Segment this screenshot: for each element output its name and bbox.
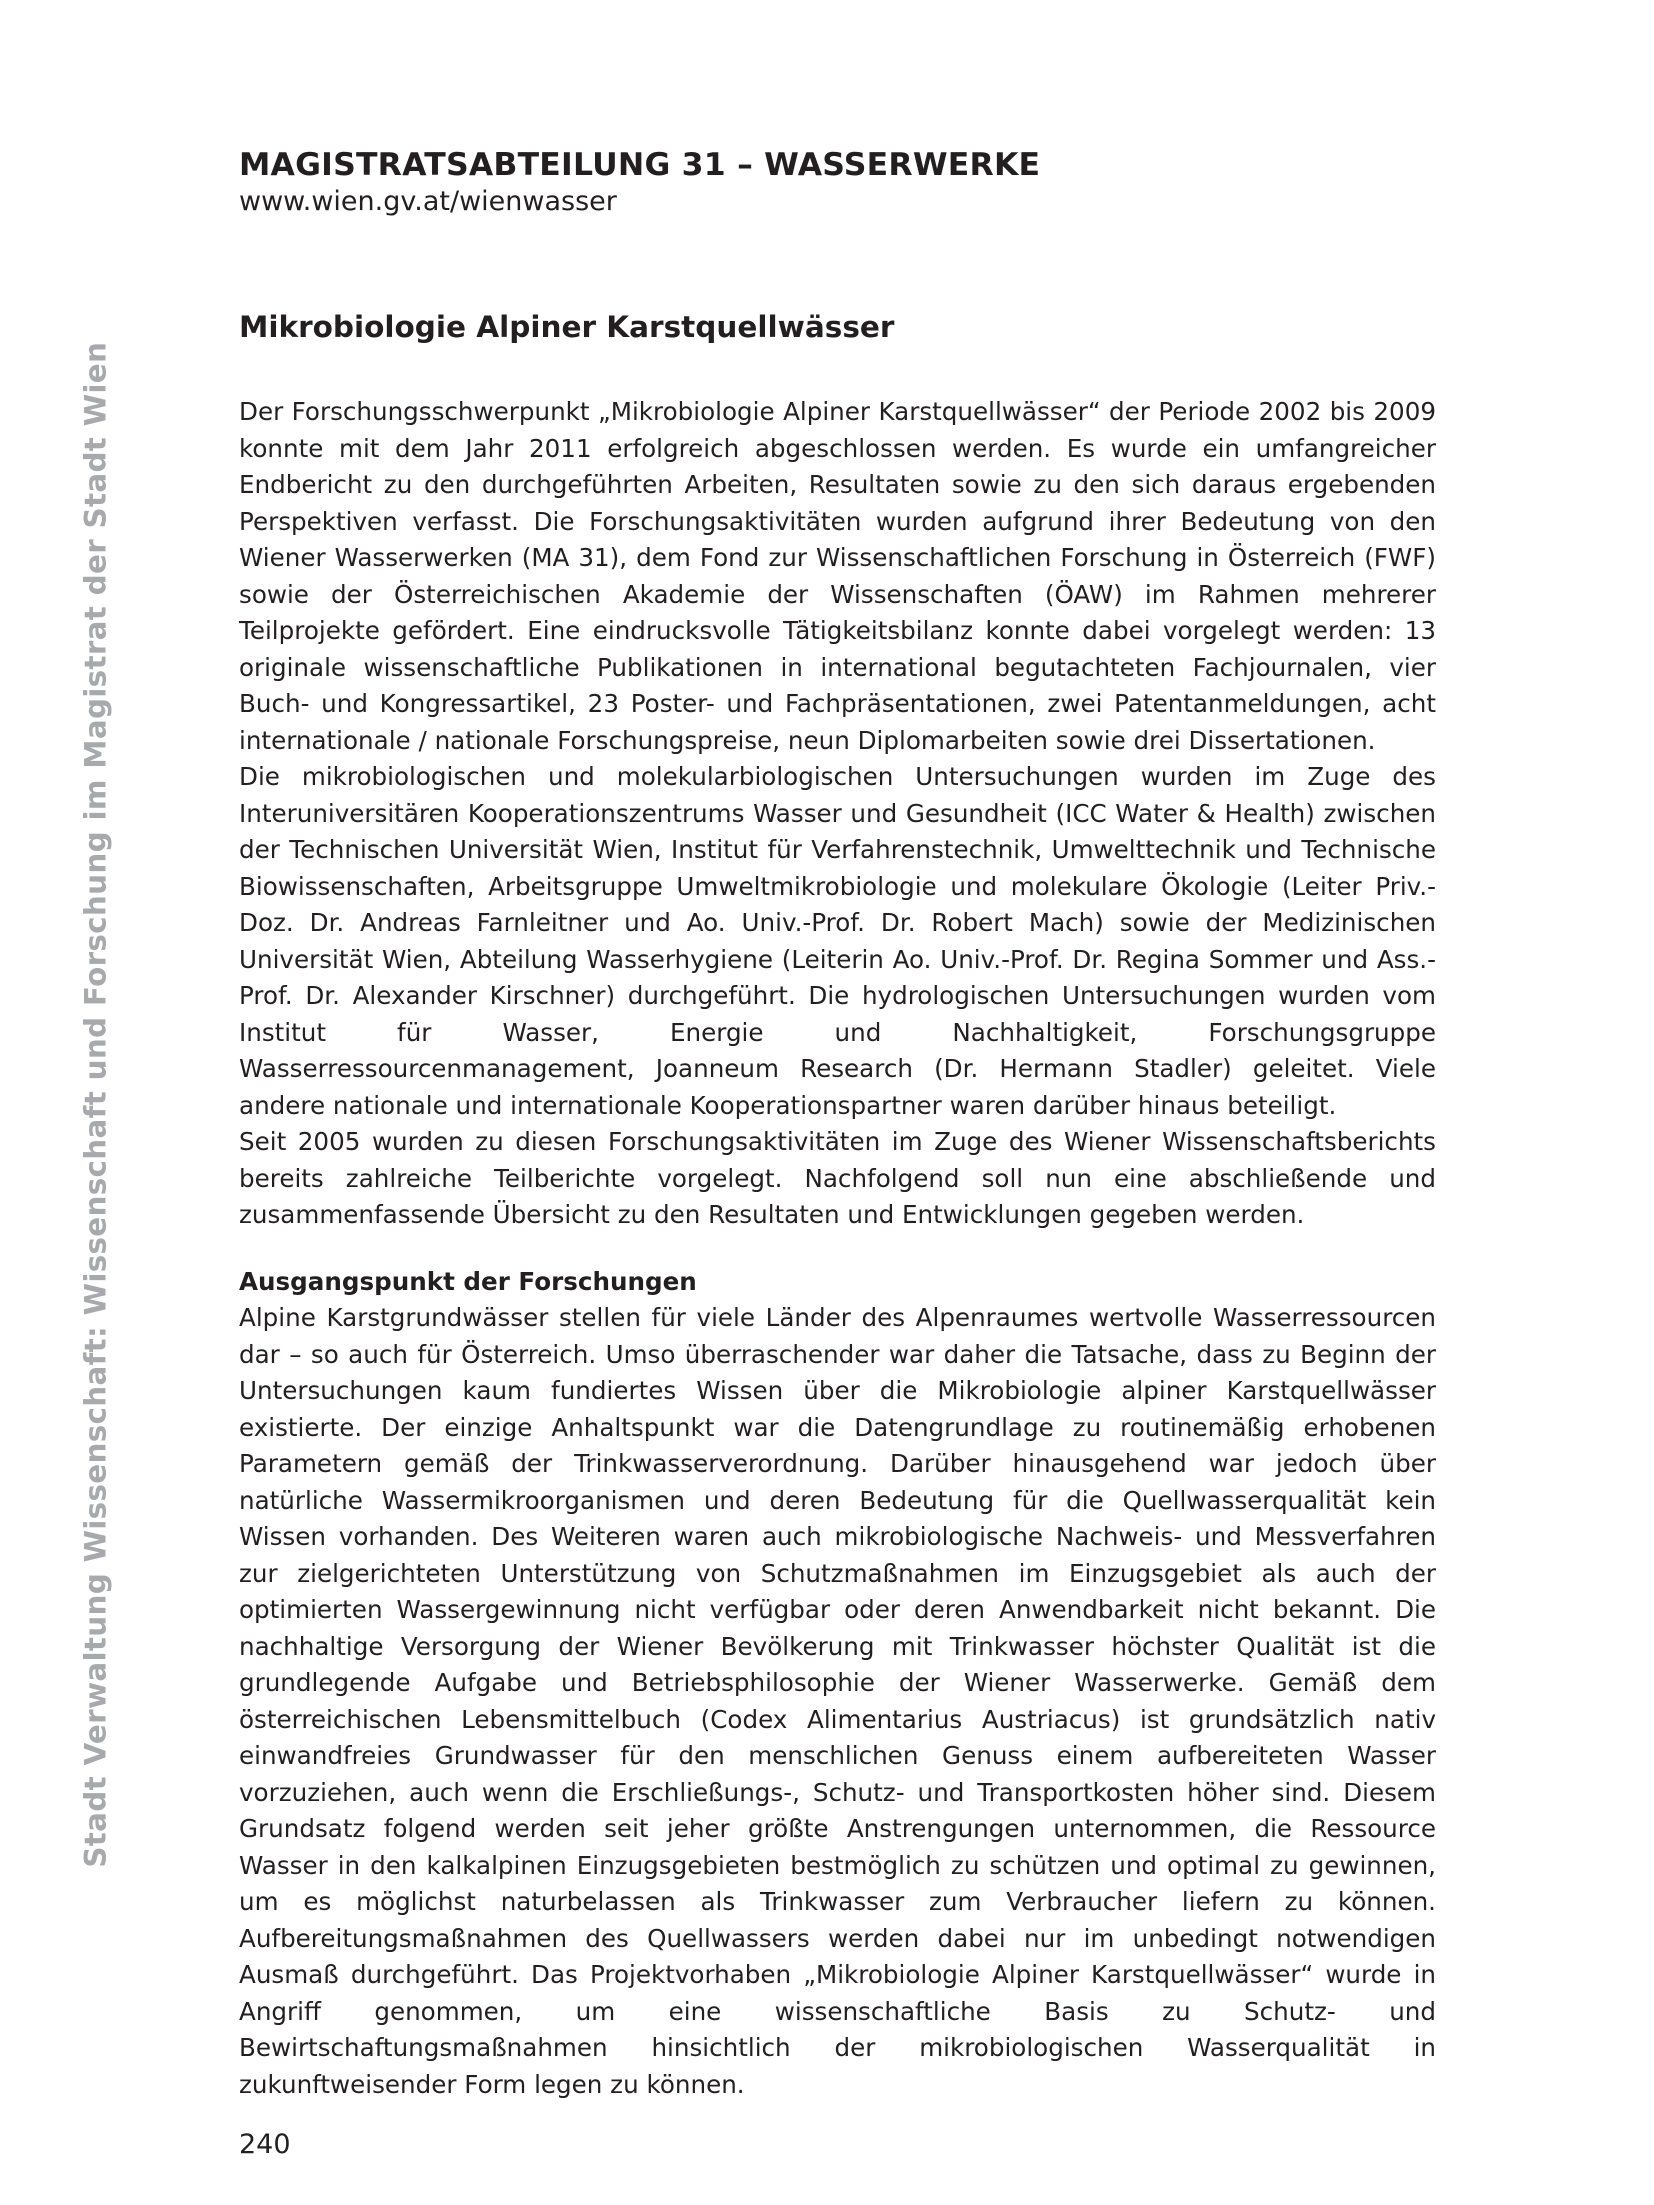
vertical-running-title: Stadt Verwaltung Wissenschaft: Wissenschaft und Forschung im Magistrat der Stadt Wien bbox=[78, 341, 113, 1868]
page-content bbox=[239, 145, 1436, 2103]
paragraph: Die mikrobiologischen und molekularbiologischen Untersuchungen wurden im Zuge des Interuniversitären Kooperationszentrums Wasser und Gesundheit (ICC Water & Health) zwischen der Technischen Universität Wien, Institut für Verfahrenstechnik, Umwelttechnik und Technische Biowissenschaften, Arbeitsgruppe Umweltmikrobiologie und molekulare Ökologie (Leiter Priv.-Doz. Dr. Andreas Farnleitner und Ao. Univ.-Prof. Dr. Robert Mach) sowie der Medizinischen Universität Wien, Abteilung Wasserhygiene (Leiterin Ao. Univ.-Prof. Dr. Regina Sommer und Ass.-Prof. Dr. Alexander Kirschner) durchgeführt. Die hydrologischen Untersuchungen wurden vom Institut für Wasser, Energie und Nachhaltigkeit, Forschungsgruppe Wasserressourcenmanagement, Joanneum Research (Dr. Hermann Stadler) geleitet. Viele andere nationale und internationale Kooperationspartner waren darüber hinaus beteiligt. bbox=[239, 762, 1436, 1120]
section-paragraph: Alpine Karstgrundwässer stellen für viele Länder des Alpenraumes wertvolle Wasserressourcen dar – so auch für Österreich. Umso überraschender war daher die Tatsache, dass zu Beginn der Untersuchungen kaum fundiertes Wissen über die Mikrobiologie alpiner Karstquellwässer existierte. Der einzige Anhaltspunkt war die Datengrundlage zu routinemäßig erhobenen Parametern gemäß der Trinkwasserverordnung. Darüber hinausgehend war jedoch über natürliche Wassermikroorganismen und deren Bedeutung für die Quellwasserqualität kein Wissen vorhanden. Des Weiteren waren auch mikrobiologische Nachweis- und Messverfahren zur zielgerichteten Unterstützung von Schutzmaßnahmen im Einzugsgebiet als auch der optimierten Wassergewinnung nicht verfügbar oder deren Anwendbarkeit nicht bekannt. Die nachhaltige Versorgung der Wiener Bevölkerung mit Trinkwasser höchster Qualität ist die grundlegende Aufgabe und Betriebsphilosophie der Wiener Wasserwerke. Gemäß dem österreichischen Lebensmittelbuch (Codex Alimentarius Austriacus) ist grundsätzlich nativ einwandfreies Grundwasser für den menschlichen Genuss einem aufbereiteten Wasser vorzuziehen, auch wenn die Erschließungs-, Schutz- und Transportkosten höher sind. Diesem Grundsatz folgend werden seit jeher größte Anstrengungen unternommen, die Ressource Wasser in den kalkalpinen Einzugsgebieten bestmöglich zu schützen und optimal zu gewinnen, um es möglichst naturbelassen als Trinkwasser zum Verbraucher liefern zu können. Aufbereitungsmaßnahmen des Quellwassers werden dabei nur im unbedingt notwendigen Ausmaß durchgeführt. Das Projektvorhaben „Mikrobiologie Alpiner Karstquellwässer“ wurde in Angriff genommen, um eine wissenschaftliche Basis zu Schutz- und Bewirtschaftungsmaßnahmen hinsichtlich der mikrobiologischen Wasserqualität in zukunftweisender Form legen zu können. bbox=[239, 1303, 1436, 2099]
paragraph: Seit 2005 wurden zu diesen Forschungsaktivitäten im Zuge des Wiener Wissenschaftsberichts bereits zahlreiche Teilberichte vorgelegt. Nachfolgend soll nun eine abschließende und zusammenfassende Übersicht zu den Resultaten und Entwicklungen gegeben werden. bbox=[239, 1127, 1436, 1229]
article-title: Mikrobiologie Alpiner Karstquellwässer bbox=[239, 310, 895, 344]
section-text-block bbox=[239, 1300, 1436, 2103]
section-heading: Ausgangspunkt der Forschungen bbox=[239, 1266, 697, 1296]
page-number: 240 bbox=[239, 2129, 291, 2160]
department-title: MAGISTRATSABTEILUNG 31 – WASSERWERKE bbox=[239, 147, 1041, 183]
paragraph: Der Forschungsschwerpunkt „Mikrobiologie Alpiner Karstquellwässer“ der Periode 2002 bis 2009 konnte mit dem Jahr 2011 erfolgreich abgeschlossen werden. Es wurde ein umfangreicher Endbericht zu den durchgeführten Arbeiten, Resultaten sowie zu den sich daraus ergebenden Perspektiven verfasst. Die Forschungsaktivitäten wurden aufgrund ihrer Bedeutung von den Wiener Wasserwerken (MA 31), dem Fond zur Wissenschaftlichen Forschung in Österreich (FWF) sowie der Österreichischen Akademie der Wissenschaften (ÖAW) im Rahmen mehrerer Teilprojekte gefördert. Eine eindrucksvolle Tätigkeitsbilanz konnte dabei vorgelegt werden: 13 originale wissenschaftliche Publikationen in international begutachteten Fachjournalen, vier Buch- und Kongressartikel, 23 Poster- und Fachpräsentationen, zwei Patentanmeldungen, acht internationale / nationale Forschungspreise, neun Diplomarbeiten sowie drei Dissertationen. bbox=[239, 397, 1436, 755]
department-url: www.wien.gv.at/wienwasser bbox=[239, 186, 617, 217]
intro-text bbox=[239, 394, 1436, 1234]
